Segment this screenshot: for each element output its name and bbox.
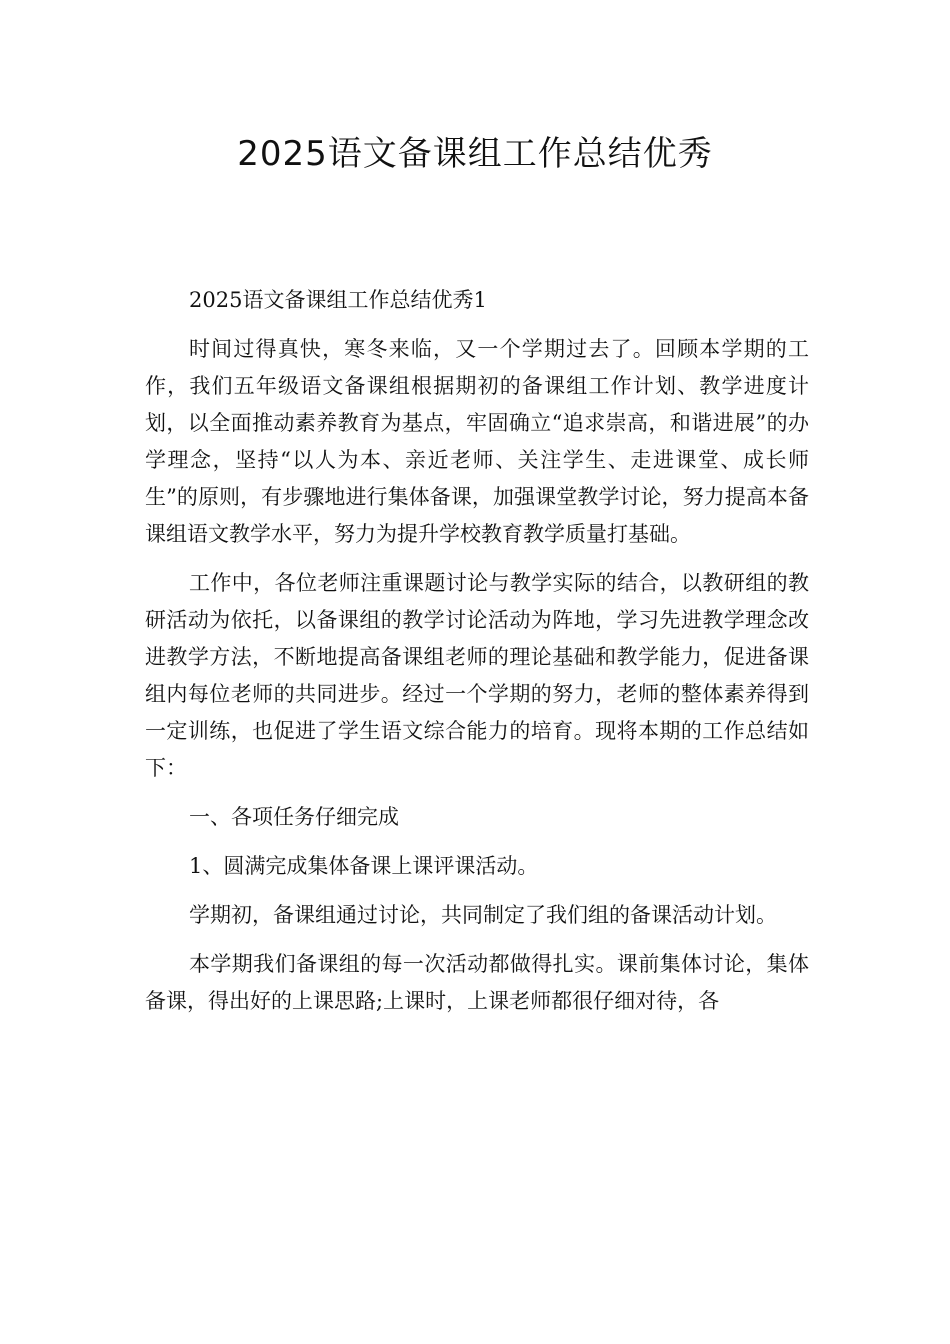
intro-paragraph: 时间过得真快，寒冬来临，又一个学期过去了。回顾本学期的工作，我们五年级语文备课组根据期初的备课组工作计划、教学进度计划，以全面推动素养教育为基点，牢固确立“追求崇高，和谐进展”的办学理念，坚持“以人为本、亲近老师、关注学生、走进课堂、成长师生”的原则，有步骤地进行集体备课，加强课堂教学讨论，努力提高本备课组语文教学水平，努力为提升学校教育教学质量打基础。 [145,337,809,546]
document-title: 2025语文备课组工作总结优秀 [237,134,713,174]
section-heading: 一、各项任务仔细完成 [189,805,399,829]
semester-start-paragraph: 学期初，备课组通过讨论，共同制定了我们组的备课活动计划。 [189,903,777,927]
document-body [145,282,809,1020]
subtitle-paragraph: 2025语文备课组工作总结优秀1 [189,288,487,312]
work-paragraph: 工作中，各位老师注重课题讨论与教学实际的结合，以教研组的教研活动为依托，以备课组的教学讨论活动为阵地，学习先进教学理念改进教学方法，不断地提高备课组老师的理论基础和教学能力，促进备课组内每位老师的共同进步。经过一个学期的努力，老师的整体素养得到一定训练，也促进了学生语文综合能力的培育。现将本期的工作总结如下： [145,571,809,780]
activities-paragraph: 本学期我们备课组的每一次活动都做得扎实。课前集体讨论，集体备课，得出好的上课思路;上课时，上课老师都很仔细对待，各 [145,952,809,1013]
subsection-heading: 1、圆满完成集体备课上课评课活动。 [189,854,539,878]
